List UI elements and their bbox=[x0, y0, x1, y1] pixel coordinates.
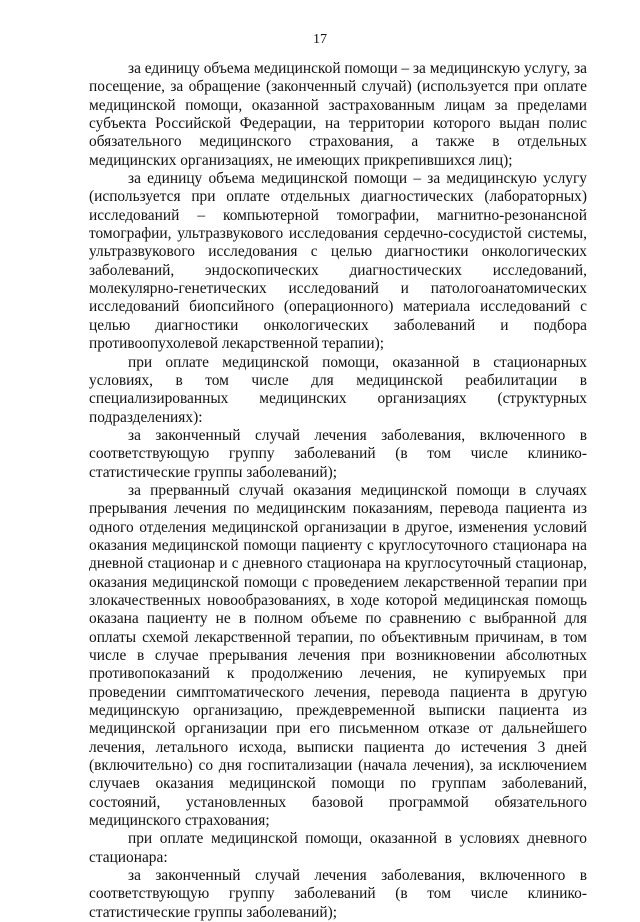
page-number: 17 bbox=[313, 32, 327, 47]
paragraph-outpatient-service-unit: за единицу объема медицинской помощи – за медицинскую услугу, за посещение, за обращение (законченный случай) (используется при оплате медицинской помощи, оказанной застрахованным лицам за пределами субъекта Российской Федерации, на территории которого выдан полис обязательного медицинского страхования, а также в отдельных медицинских организациях, не имеющих прикрепившихся лиц); bbox=[89, 60, 587, 169]
paragraph-inpatient-interrupted-case: за прерванный случай оказания медицинской помощи в случаях прерывания лечения по медицинским показаниям, перевода пациента из одного отделения медицинской организации в другое, изменения условий оказания медицинской помощи пациенту с круглосуточного стационара на дневной стационар и с дневного стационара на круглосуточный стационар, оказания медицинской помощи с проведением лекарственной терапии при злокачественных новообразованиях, в ходе которой медицинская помощь оказана пациенту не в полном объеме по сравнению с выбранной для оплаты схемой лекарственной терапии, по объективным причинам, в том числе в случае прерывания лечения при возникновении абсолютных противопоказаний к продолжению лечения, не купируемых при проведении симптоматического лечения, перевода пациента в другую медицинскую организацию, преждевременной выписки пациента из медицинской организации при его письменном отказе от дальнейшего лечения, летального исхода, выписки пациента до истечения 3 дней (включительно) со дня госпитализации (начала лечения), за исключением случаев оказания медицинской помощи по группам заболеваний, состояний, установленных базовой программой обязательного медицинского страхования; bbox=[89, 481, 587, 830]
paragraph-day-hospital-completed-case: за законченный случай лечения заболевания, включенного в соответствующую группу заболеваний (в том числе клинико-статистические группы заболеваний); bbox=[89, 867, 587, 921]
paragraph-day-hospital-heading: при оплате медицинской помощи, оказанной в условиях дневного стационара: bbox=[89, 830, 587, 866]
paragraph-diagnostic-service-unit: за единицу объема медицинской помощи – за медицинскую услугу (используется при оплате отдельных диагностических (лабораторных) исследований – компьютерной томографии, магнитно-резонансной томографии, ультразвукового исследования сердечно-сосудистой системы, ультразвукового исследования с целью диагностики онкологических заболеваний, эндоскопических диагностических исследований, молекулярно-генетических исследований и патологоанатомических исследований биопсийного (операционного) материала исследований с целью диагностики онкологических заболеваний и подбора противоопухолевой лекарственной терапии); bbox=[89, 170, 587, 353]
document-body bbox=[89, 60, 587, 922]
paragraph-inpatient-completed-case: за законченный случай лечения заболевания, включенного в соответствующую группу заболеваний (в том числе клинико-статистические группы заболеваний); bbox=[89, 426, 587, 481]
paragraph-inpatient-care-heading: при оплате медицинской помощи, оказанной в стационарных условиях, в том числе для медицинской реабилитации в специализированных медицинских организациях (структурных подразделениях): bbox=[89, 353, 587, 426]
